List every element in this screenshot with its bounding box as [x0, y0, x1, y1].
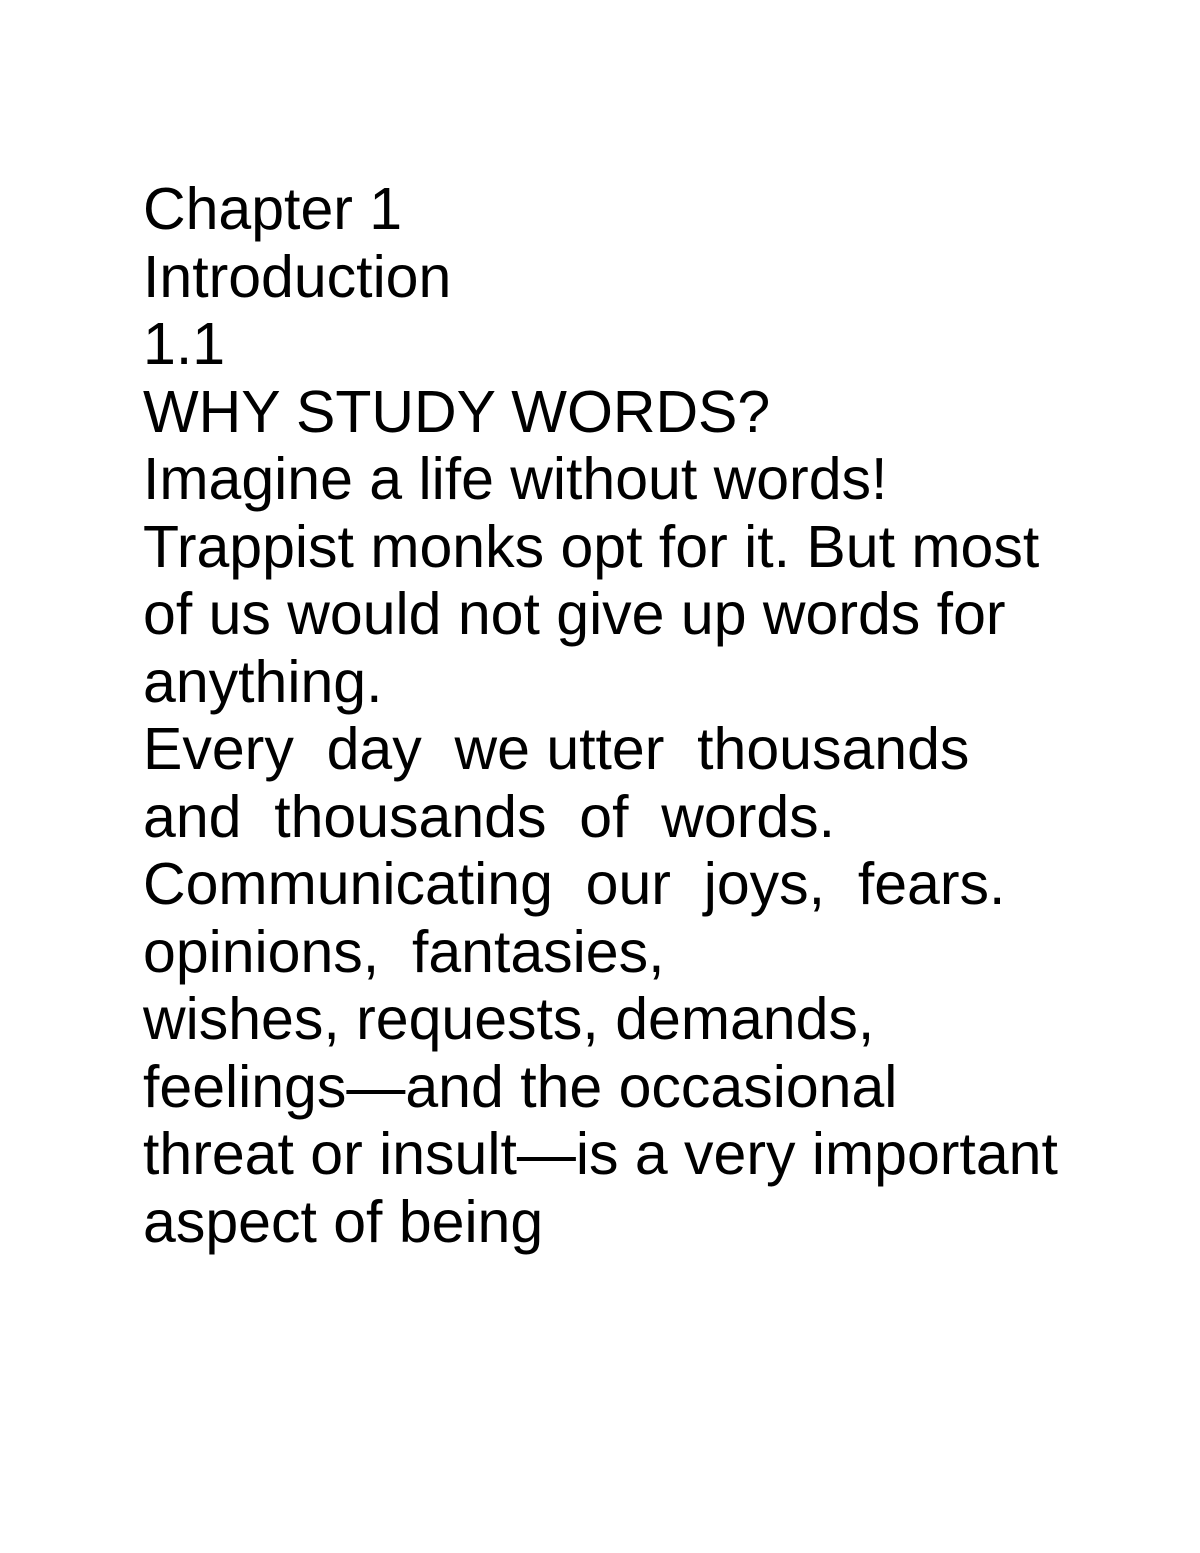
body-line: Trappist monks opt for it. But most [143, 513, 1040, 580]
body-line: feelings—and the occasional [143, 1053, 898, 1120]
body-line: of us would not give up words for [143, 581, 1006, 647]
body-line: opinions, fantasies, [143, 918, 665, 985]
body-line: and thousands of words. [143, 783, 836, 850]
chapter-label: Chapter 1 [143, 176, 403, 242]
page-text [143, 176, 1143, 1256]
body-line: Every day we utter thousands [143, 716, 970, 782]
body-line: Imagine a life without words! [143, 446, 888, 512]
chapter-title: Introduction [143, 243, 452, 310]
body-line: wishes, requests, demands, [143, 986, 875, 1052]
body-line: Communicating our joys, fears. [143, 851, 1006, 917]
body-line: aspect of being [143, 1188, 544, 1255]
section-title: WHY STUDY WORDS? [143, 378, 771, 445]
body-line: anything. [143, 648, 383, 715]
body-line: threat or insult—is a very important [143, 1121, 1058, 1187]
section-number: 1.1 [143, 311, 226, 377]
